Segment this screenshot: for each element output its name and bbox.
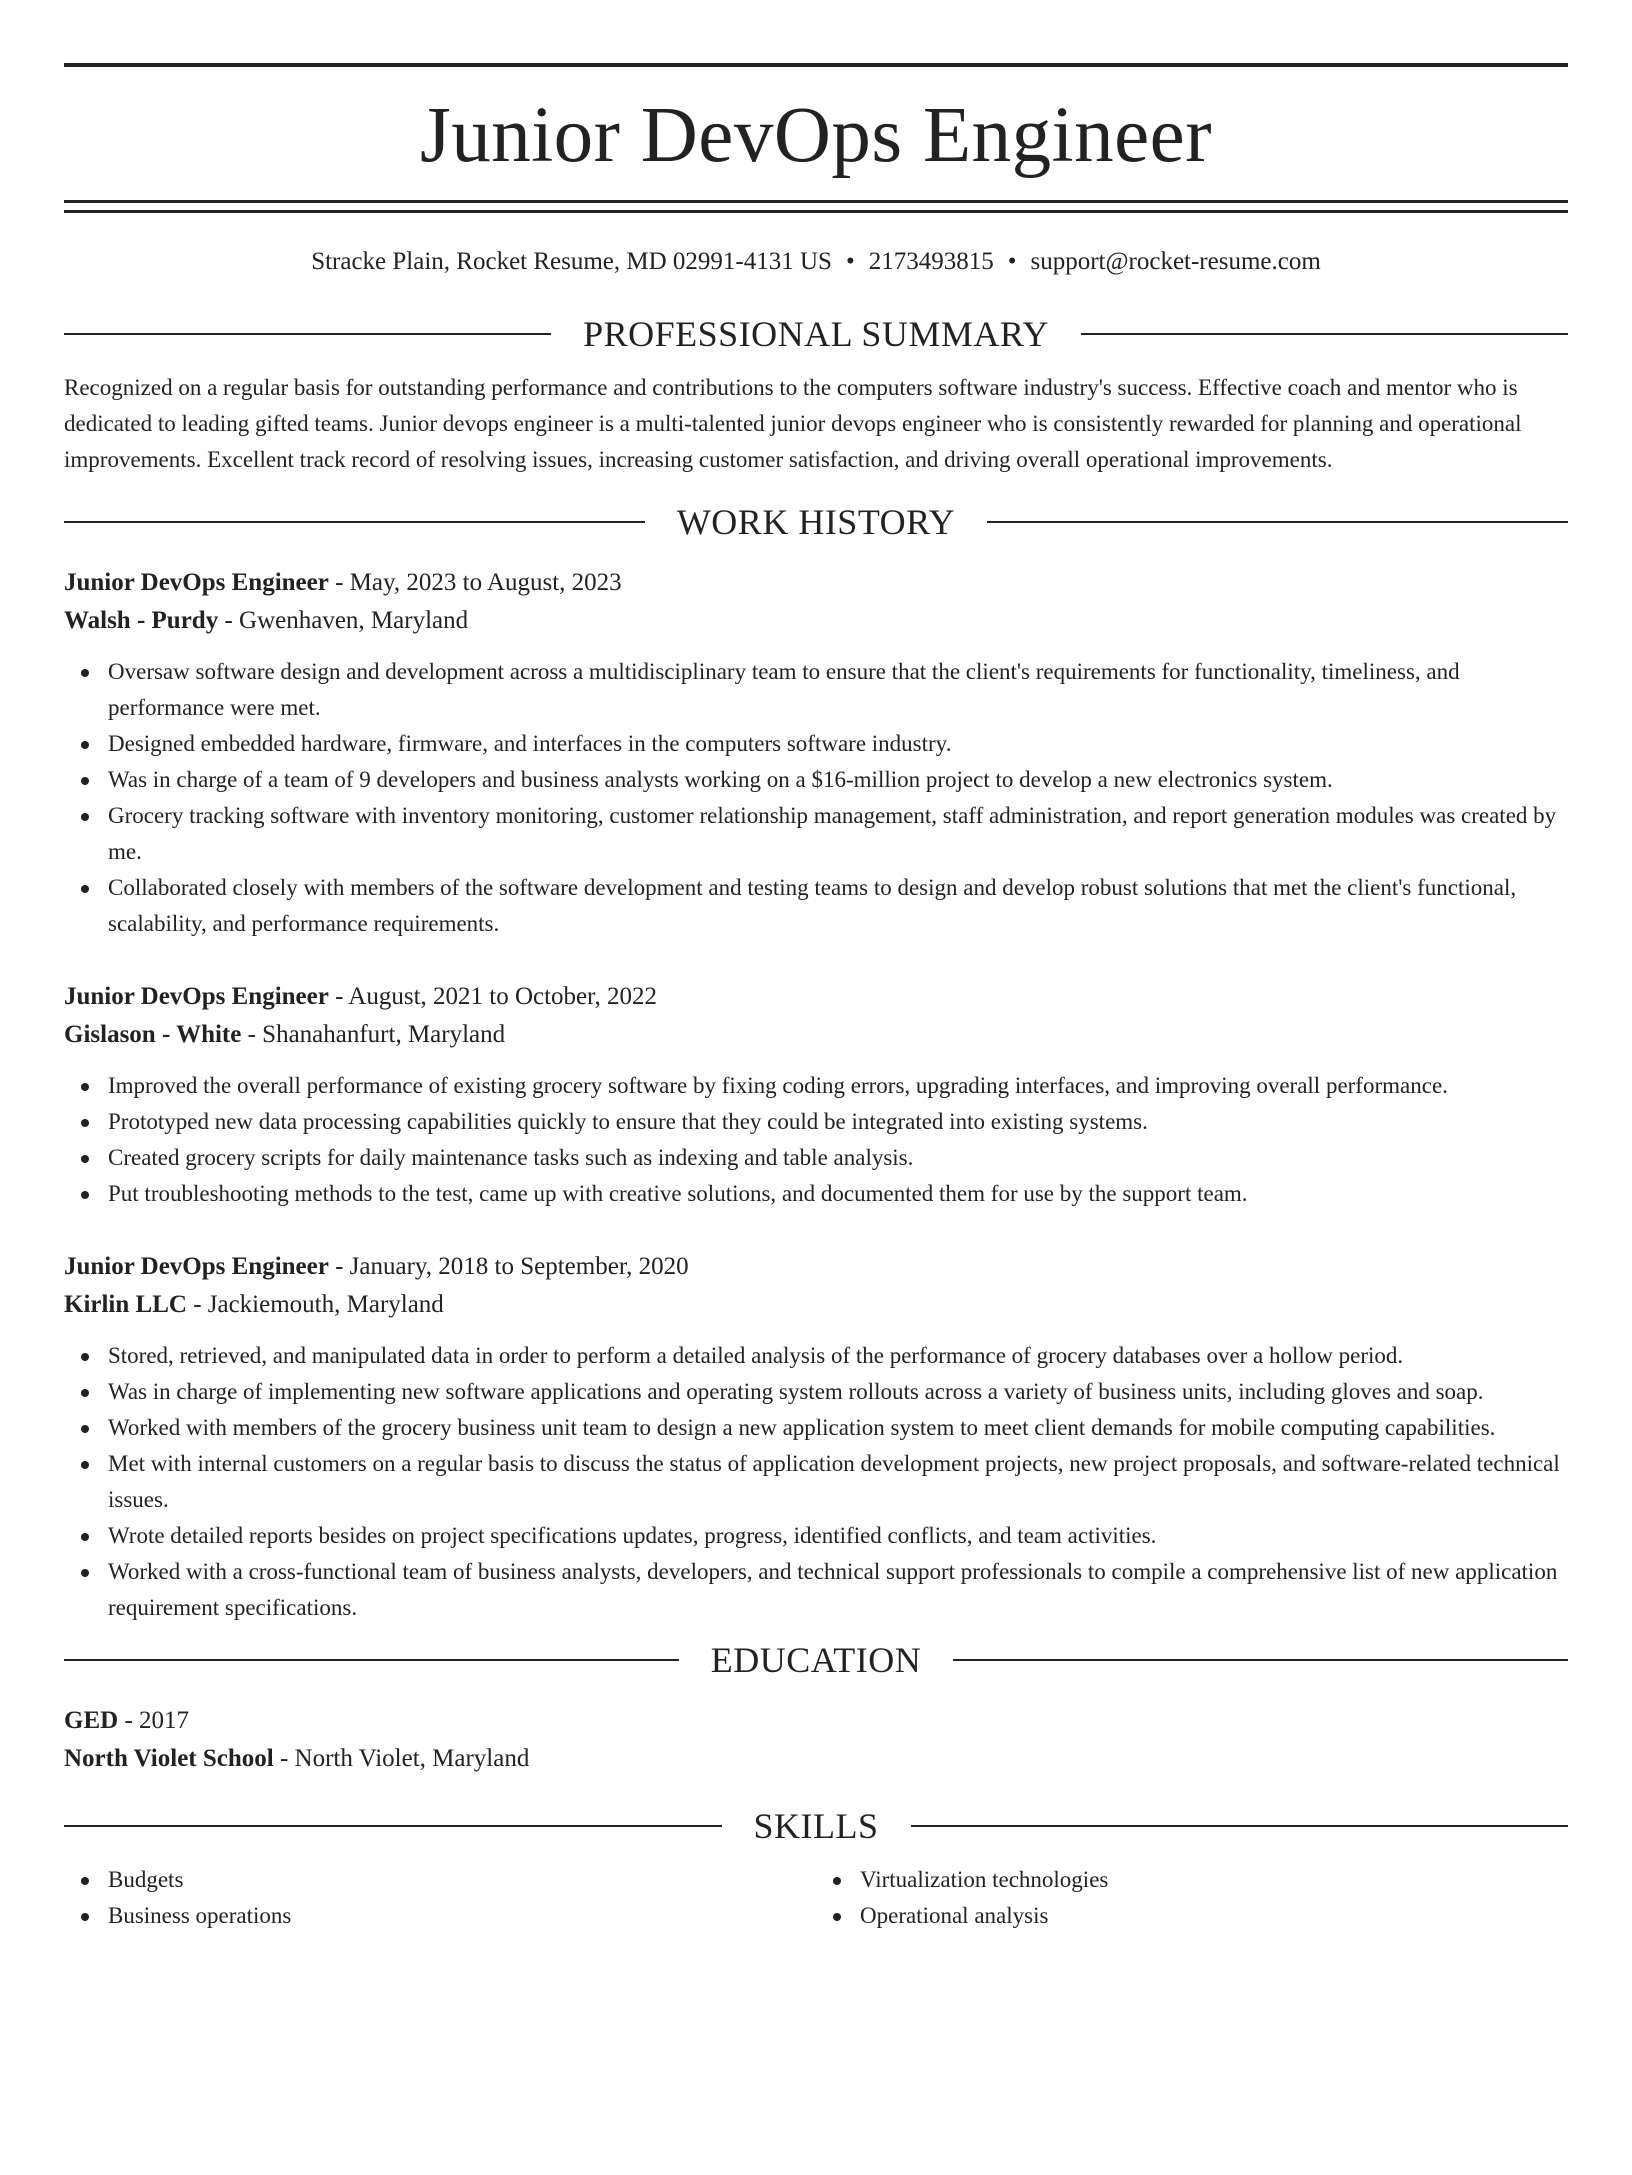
bullet-item: Was in charge of implementing new software applications and operating system rollouts across a variety of business units, including gloves and soap.	[108, 1374, 1568, 1410]
bullet-item: Oversaw software design and development across a multidisciplinary team to ensure that the client's requirements for functionality, timeliness, and performance were met.	[108, 654, 1568, 726]
skills-column-left	[64, 1862, 816, 1934]
job-title-line	[64, 1248, 1568, 1286]
bullet-item: Worked with members of the grocery business unit team to design a new application system to meet client demands for mobile computing capabilities.	[108, 1410, 1568, 1446]
skills-list	[64, 1862, 1568, 1934]
heading-rule	[987, 521, 1568, 523]
heading-rule	[64, 333, 551, 335]
job-title: Junior DevOps Engineer	[64, 983, 329, 1010]
education-school-line	[64, 1740, 1568, 1778]
bullet-item: Grocery tracking software with inventory monitoring, customer relationship management, staff administration, and report generation modules was created by me.	[108, 798, 1568, 870]
bullet-item: Prototyped new data processing capabilities quickly to ensure that they could be integrated into existing systems.	[108, 1104, 1568, 1140]
job-company-line	[64, 1016, 1568, 1054]
education-degree-line	[64, 1702, 1568, 1740]
contact-separator: •	[1007, 248, 1017, 275]
bullet-item: Met with internal customers on a regular basis to discuss the status of application development projects, new project proposals, and software-related technical issues.	[108, 1446, 1568, 1518]
job-company: Gislason - White	[64, 1021, 242, 1048]
education-school: North Violet School	[64, 1745, 274, 1772]
job-location: - Shanahanfurt, Maryland	[241, 1021, 506, 1048]
job-title: Junior DevOps Engineer	[64, 569, 329, 596]
skill-item: Operational analysis	[860, 1898, 1568, 1934]
bullet-item: Put troubleshooting methods to the test, came up with creative solutions, and documented them for use by the support team.	[108, 1176, 1568, 1212]
job-dates: - August, 2021 to October, 2022	[328, 983, 657, 1010]
education-degree: GED	[64, 1707, 119, 1734]
contact-email: support@rocket-resume.com	[1030, 248, 1321, 275]
work-history-heading	[64, 500, 1568, 544]
job-dates: - January, 2018 to September, 2020	[328, 1253, 689, 1280]
education-location: - North Violet, Maryland	[273, 1745, 530, 1772]
bullet-item: Stored, retrieved, and manipulated data in order to perform a detailed analysis of the performance of grocery databases over a hollow period.	[108, 1338, 1568, 1374]
top-rule	[64, 63, 1568, 67]
heading-rule	[1081, 333, 1568, 335]
bullet-item: Created grocery scripts for daily maintenance tasks such as indexing and table analysis.	[108, 1140, 1568, 1176]
job-title-line	[64, 978, 1568, 1016]
job-company: Walsh - Purdy	[64, 607, 219, 634]
resume-page	[0, 63, 1632, 2175]
summary-heading-label: PROFESSIONAL SUMMARY	[583, 314, 1049, 354]
contact-address: Stracke Plain, Rocket Resume, MD 02991-4131 US	[311, 248, 832, 275]
job-location: - Jackiemouth, Maryland	[186, 1291, 444, 1318]
skills-heading	[64, 1804, 1568, 1848]
heading-rule	[64, 521, 645, 523]
skill-item: Virtualization technologies	[860, 1862, 1568, 1898]
heading-rule	[64, 1659, 679, 1661]
job-bullets	[64, 1338, 1568, 1626]
job-company: Kirlin LLC	[64, 1291, 187, 1318]
heading-rule	[64, 1825, 722, 1827]
bullet-item: Designed embedded hardware, firmware, and interfaces in the computers software industry.	[108, 726, 1568, 762]
skill-item: Business operations	[108, 1898, 816, 1934]
skills-column-right	[816, 1862, 1568, 1934]
bullet-item: Worked with a cross-functional team of business analysts, developers, and technical support professionals to compile a comprehensive list of new application requirement specifications.	[108, 1554, 1568, 1626]
skills-heading-label: SKILLS	[753, 1806, 879, 1846]
education-year: - 2017	[118, 1707, 190, 1734]
heading-rule	[911, 1825, 1569, 1827]
job-title-line	[64, 564, 1568, 602]
bullet-item: Wrote detailed reports besides on project specifications updates, progress, identified conflicts, and team activities.	[108, 1518, 1568, 1554]
job-dates: - May, 2023 to August, 2023	[328, 569, 622, 596]
summary-heading	[64, 312, 1568, 356]
job-entry	[64, 978, 1568, 1212]
title-double-rule	[64, 200, 1568, 213]
job-bullets	[64, 654, 1568, 942]
heading-rule	[953, 1659, 1568, 1661]
work-history-heading-label: WORK HISTORY	[676, 502, 956, 542]
education-heading	[64, 1638, 1568, 1682]
job-title: Junior DevOps Engineer	[64, 1253, 329, 1280]
education-heading-label: EDUCATION	[710, 1640, 922, 1680]
summary-text: Recognized on a regular basis for outstanding performance and contributions to the computers software industry's success. Effective coach and mentor who is dedicated to leading gifted teams. Junior devops engineer is a multi-talented junior devops engineer who is consistently rewarded for planning and operational improvements. Excellent track record of resolving issues, increasing customer satisfaction, and driving overall operational improvements.	[64, 375, 1522, 472]
resume-title: Junior DevOps Engineer	[419, 92, 1213, 179]
skill-item: Budgets	[108, 1862, 816, 1898]
contact-phone: 2173493815	[868, 248, 994, 275]
job-entry	[64, 564, 1568, 942]
job-company-line	[64, 1286, 1568, 1324]
bullet-item: Improved the overall performance of existing grocery software by fixing coding errors, upgrading interfaces, and improving overall performance.	[108, 1068, 1568, 1104]
bullet-item: Collaborated closely with members of the software development and testing teams to design and develop robust solutions that met the client's functional, scalability, and performance requirements.	[108, 870, 1568, 942]
job-location: - Gwenhaven, Maryland	[218, 607, 469, 634]
job-company-line	[64, 602, 1568, 640]
contact-line	[64, 247, 1568, 277]
education-entry	[64, 1702, 1568, 1778]
contact-separator: •	[845, 248, 855, 275]
job-bullets	[64, 1068, 1568, 1212]
bullet-item: Was in charge of a team of 9 developers and business analysts working on a $16-million project to develop a new electronics system.	[108, 762, 1568, 798]
job-entry	[64, 1248, 1568, 1626]
